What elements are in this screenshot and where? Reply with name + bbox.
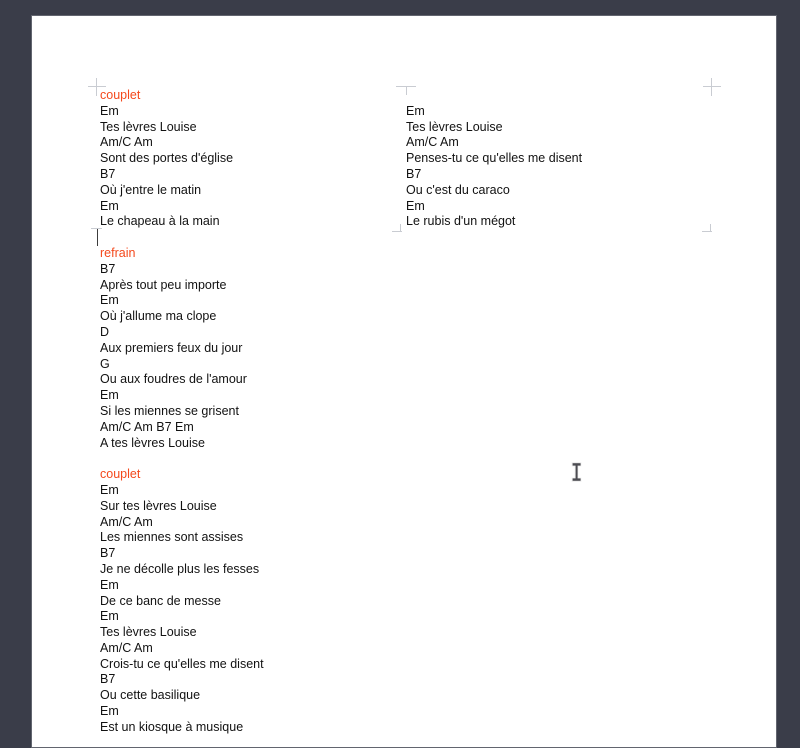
chord-line[interactable]: Em: [406, 198, 425, 213]
chord-line[interactable]: Am/C Am: [100, 514, 153, 529]
lyric-line[interactable]: Je ne décolle plus les fesses: [100, 561, 260, 576]
chord-line[interactable]: Em: [100, 609, 119, 624]
lyric-line[interactable]: Les miennes sont assises: [100, 530, 244, 545]
lyric-line[interactable]: De ce banc de messe: [100, 593, 221, 608]
chord-line[interactable]: Em: [406, 103, 425, 118]
chord-line[interactable]: B7: [100, 672, 116, 687]
lyric-line[interactable]: Penses-tu ce qu'elles me disent: [406, 151, 583, 166]
section-label[interactable]: refrain: [100, 245, 136, 260]
lyric-line[interactable]: Ou cette basilique: [100, 688, 201, 703]
text-caret: [97, 229, 98, 246]
lyric-line[interactable]: Où j'allume ma clope: [100, 309, 217, 324]
corner-mark-icon: [392, 224, 402, 232]
section-label[interactable]: couplet: [100, 467, 141, 482]
chord-line[interactable]: B7: [100, 546, 116, 561]
lyric-line[interactable]: Tes lèvres Louise: [100, 625, 197, 640]
chord-line[interactable]: Am/C Am B7 Em: [100, 419, 194, 434]
empty-line[interactable]: [100, 230, 264, 246]
chord-line[interactable]: Am/C Am: [100, 640, 153, 655]
chord-line[interactable]: Em: [100, 388, 119, 403]
lyric-line[interactable]: Où j'entre le matin: [100, 182, 202, 197]
lyric-line[interactable]: Sur tes lèvres Louise: [100, 498, 217, 513]
chord-line[interactable]: B7: [100, 166, 116, 181]
empty-line[interactable]: [100, 451, 264, 467]
lyric-line[interactable]: Crois-tu ce qu'elles me disent: [100, 656, 264, 671]
lyric-line[interactable]: Si les miennes se grisent: [100, 403, 239, 418]
lyric-line[interactable]: Tes lèvres Louise: [406, 119, 503, 134]
right-column-text[interactable]: [406, 104, 582, 230]
corner-mark-icon: [702, 224, 712, 232]
crop-cross-icon: [703, 78, 721, 96]
chord-line[interactable]: Em: [100, 293, 119, 308]
lyric-line[interactable]: Aux premiers feux du jour: [100, 340, 243, 355]
chord-line[interactable]: Em: [100, 482, 119, 497]
chord-line[interactable]: B7: [100, 261, 116, 276]
chord-line[interactable]: Em: [100, 103, 119, 118]
lyric-line[interactable]: Après tout peu importe: [100, 277, 227, 292]
lyric-line[interactable]: Sont des portes d'église: [100, 151, 234, 166]
left-column-text[interactable]: [100, 88, 264, 736]
lyric-line[interactable]: Est un kiosque à musique: [100, 719, 244, 734]
lyric-line[interactable]: Tes lèvres Louise: [100, 119, 197, 134]
i-beam-cursor: [569, 460, 585, 484]
section-label[interactable]: couplet: [100, 88, 141, 102]
lyric-line[interactable]: Le chapeau à la main: [100, 214, 220, 229]
chord-line[interactable]: Em: [100, 704, 119, 719]
chord-line[interactable]: Em: [100, 198, 119, 213]
chord-line[interactable]: Am/C Am: [100, 135, 153, 150]
chord-line[interactable]: G: [100, 356, 110, 371]
chord-line[interactable]: B7: [406, 166, 422, 181]
lyric-line[interactable]: A tes lèvres Louise: [100, 435, 205, 450]
chord-line[interactable]: Em: [100, 577, 119, 592]
lyric-line[interactable]: Ou aux foudres de l'amour: [100, 372, 247, 387]
chord-line[interactable]: Am/C Am: [406, 135, 459, 150]
chord-line[interactable]: D: [100, 324, 110, 339]
lyric-line[interactable]: Ou c'est du caraco: [406, 182, 510, 197]
lyric-line[interactable]: Le rubis d'un mégot: [406, 214, 516, 229]
column-tee-icon: [396, 86, 416, 96]
